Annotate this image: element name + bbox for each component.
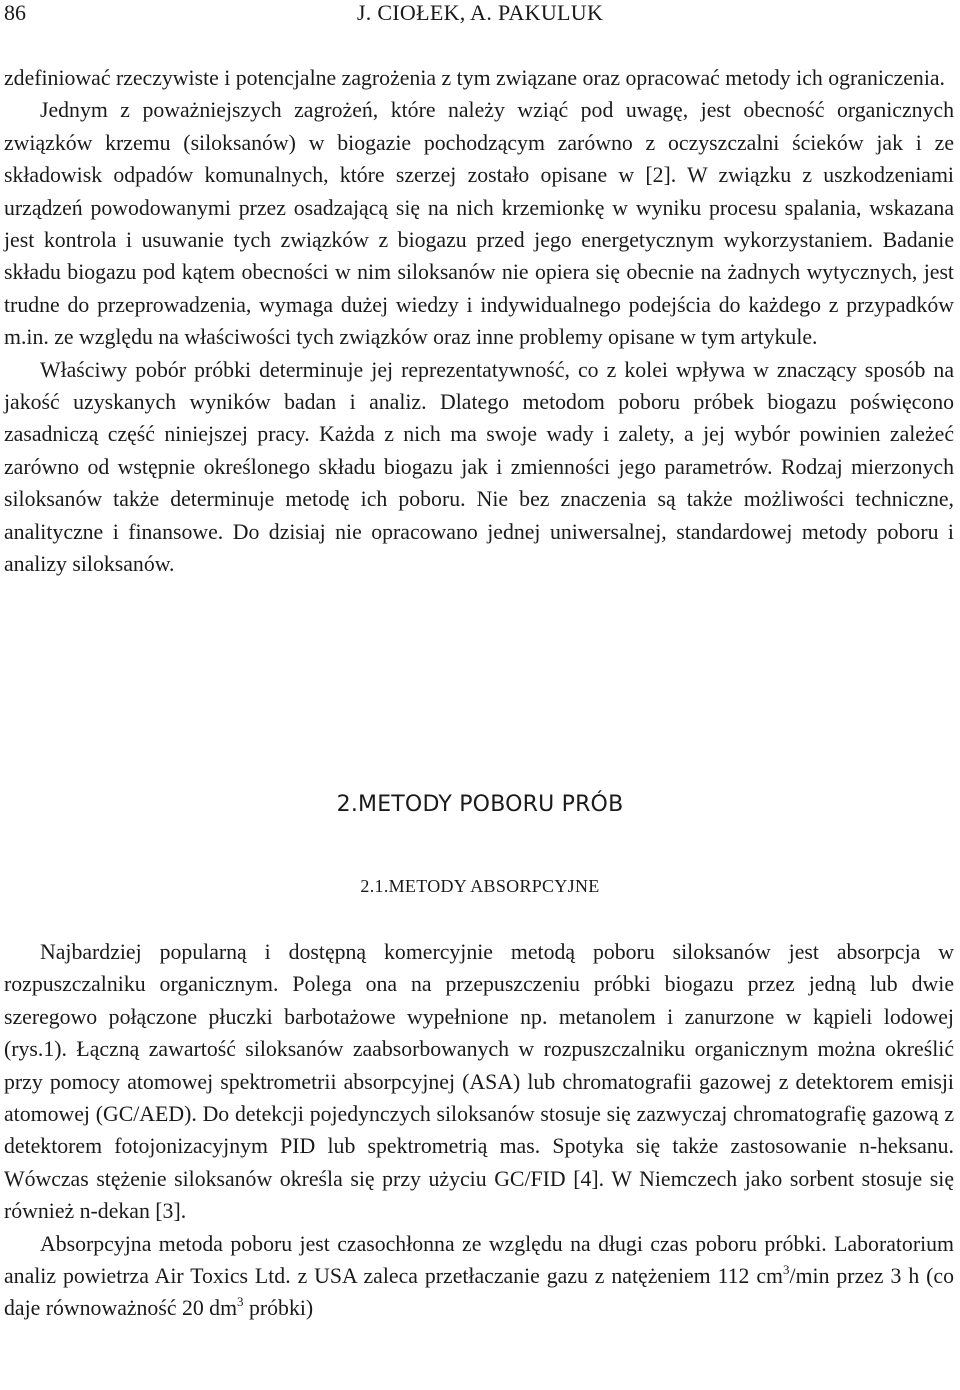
paragraph: Najbardziej popularną i dostępną komercyjnie metodą poboru siloksanów jest absorpcja w rozpuszczalniku organicznym. Polega ona na przepuszczeniu próbki biogazu przez jedną lub dwie szeregowo połączone płuczki barbotażowe wypełnione np. metanolem i zanurzone w kąpieli lodowej (rys.1). Łączną zawartość siloksanów zaabsorbowanych w rozpuszczalniku organicznym można określić przy pomocy atomowej spektrometrii absorpcyjnej (ASA) lub chromatografii gazowej z detektorem emisji atomowej (GC/AED). Do detekcji pojedynczych siloksanów stosuje się zazwyczaj chromatografię gazową z detektorem fotojonizacyjnym PID lub spektrometrią mas. Spotyka się także zastosowanie n-heksanu. Wówczas stężenie siloksanów określa się przy użyciu GC/FID [4]. W Niemczech jako sorbent stosuje się również n-dekan [3].	[4, 940, 954, 1224]
paragraph: Właściwy pobór próbki determinuje jej reprezentatywność, co z kolei wpływa w znaczący sposób na jakość uzyskanych wyników badan i analiz. Dlatego metodom poboru próbek biogazu poświęcono zasadniczą część niniejszej pracy. Każda z nich ma swoje wady i zalety, a jej wybór powinien zależeć zarówno od wstępnie określonego składu biogazu jak i zmienności jego parametrów. Rodzaj mierzonych siloksanów także determinuje metodę ich poboru. Nie bez znaczenia są także możliwości techniczne, analityczne i finansowe. Do dzisiaj nie opracowano jednej uniwersalnej, standardowej metody poboru i analizy siloksanów.	[4, 357, 954, 577]
text-run: /min przez 3 h (co daje równoważność 20 dm	[4, 1264, 954, 1321]
subsection-heading: 2.1.METODY ABSORPCYJNE	[360, 876, 600, 896]
page-number: 86	[4, 0, 26, 25]
page-header	[0, 0, 960, 28]
section-heading: 2.METODY POBORU PRÓB	[336, 792, 624, 817]
text-run: Absorpcyjna metoda poboru jest czasochłonna ze względu na długi czas poboru próbki. Laboratorium analiz powietrza Air Toxics Ltd. z USA zaleca przetłaczanie gazu z natężeniem 112 cm	[4, 1231, 954, 1289]
paragraph: Jednym z poważniejszych zagrożeń, które należy wziąć pod uwagę, jest obecność organicznych związków krzemu (siloksanów) w biogazie pochodzącym zarówno z oczyszczalni ścieków jak i ze składowisk odpadów komunalnych, które szerzej zostało opisane w [2]. W związku z uszkodzeniami urządzeń powodowanymi przez osadzającą się na nich krzemionkę w wyniku procesu spalania, wskazana jest kontrola i usuwanie tych związków z biogazu przed jego energetycznym wykorzystaniem. Badanie składu biogazu pod kątem obecności w nim siloksanów nie opiera się obecnie na żadnych wytycznych, jest trudne do przeprowadzenia, wymaga dużej wiedzy i indywidualnego podejścia do każdego z przypadków m.in. ze względu na właściwości tych związków oraz inne problemy opisane w tym artykule.	[4, 98, 954, 350]
superscript: 3	[783, 1262, 790, 1278]
paragraph	[4, 1228, 954, 1325]
section-1-body	[4, 62, 954, 581]
section-2-body	[4, 936, 954, 1325]
text-run: próbki)	[243, 1296, 314, 1321]
running-head: J. CIOŁEK, A. PAKULUK	[356, 0, 604, 25]
superscript: 3	[237, 1294, 244, 1310]
paragraph: zdefiniować rzeczywiste i potencjalne zagrożenia z tym związane oraz opracować metody ich ograniczenia.	[4, 66, 946, 90]
